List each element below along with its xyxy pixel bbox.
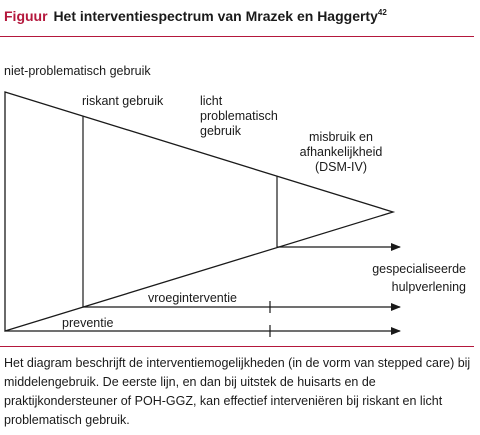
- label-riskant-gebruik: riskant gebruik: [82, 94, 164, 108]
- label-misbruik-afhankelijkheid: misbruik en afhankelijkheid (DSM-IV): [299, 130, 383, 174]
- figure-label: Figuur: [4, 8, 48, 24]
- label-licht-problematisch: licht problematisch gebruik: [200, 94, 278, 138]
- figure-title-text: Het interventiespectrum van Mrazek en Haggerty: [53, 8, 378, 24]
- label-preventie: preventie: [62, 316, 114, 330]
- label-vroeginterventie: vroeginterventie: [148, 291, 237, 305]
- label-gespecialiseerde-hulpverlening: gespecialiseerde hulpverlening: [372, 262, 466, 294]
- figure-caption: Het diagram beschrijft de interventiemogelijkheden (in de vorm van stepped care) bij middelengebruik. De eerste lijn, en dan bij uitstek de huisarts en de praktijkondersteuner of POH-GGZ, kan effectief interveniëren bij riskant en licht problematisch gebruik.: [4, 356, 471, 427]
- label-niet-problematisch: niet-problematisch gebruik: [4, 64, 151, 78]
- figure-title-reference: 42: [377, 8, 387, 17]
- caption-divider: [0, 346, 474, 347]
